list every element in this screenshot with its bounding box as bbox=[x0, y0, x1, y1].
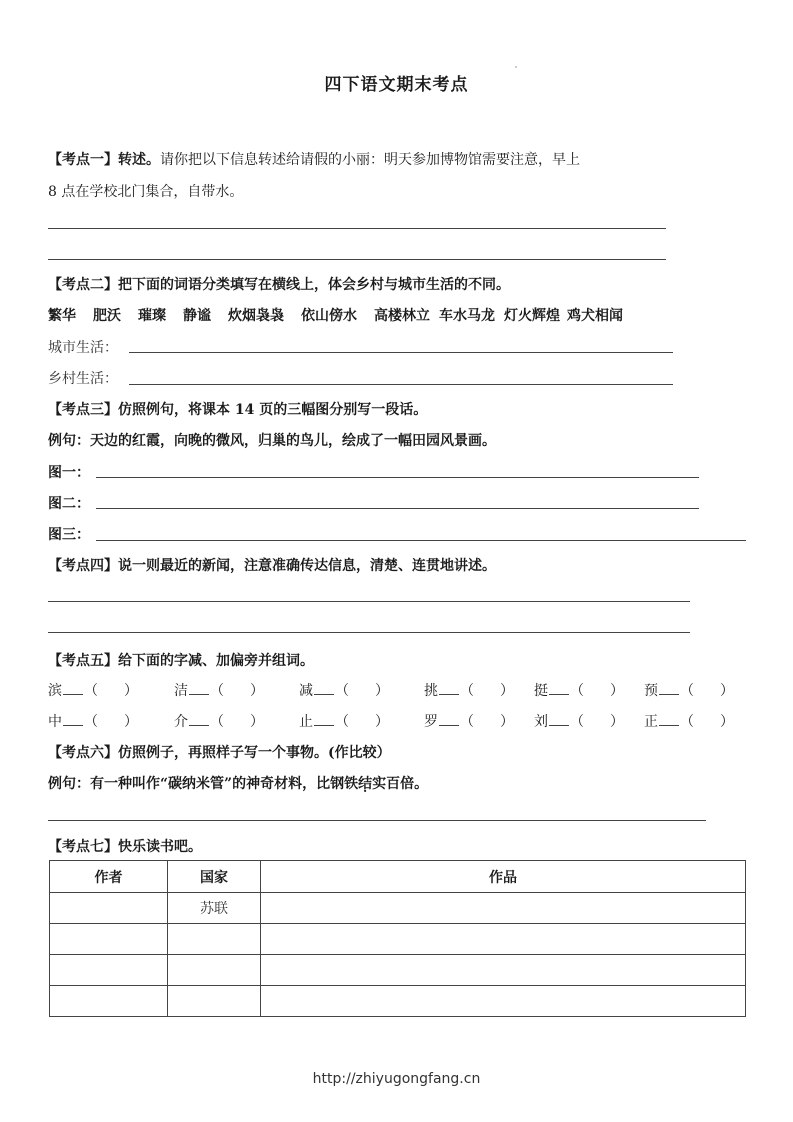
scan-speck bbox=[515, 66, 517, 68]
paren: （ bbox=[335, 683, 349, 699]
paren: ） bbox=[500, 714, 514, 730]
paren: （ bbox=[680, 683, 694, 699]
table-header-row bbox=[50, 861, 746, 893]
table-cell[interactable] bbox=[50, 986, 168, 1017]
word-item: 高楼林立 bbox=[374, 308, 430, 324]
q6-answer-line[interactable] bbox=[48, 820, 706, 821]
table-cell[interactable]: 苏联 bbox=[168, 893, 261, 924]
char-item[interactable] bbox=[299, 711, 389, 731]
char-label: 刘 bbox=[534, 714, 548, 730]
q6-heading: 【考点六】仿照例子，再照样子写一个事物。(作比较） bbox=[48, 745, 391, 761]
pic1-answer-line[interactable] bbox=[96, 477, 699, 478]
blank-line[interactable] bbox=[659, 713, 679, 726]
table-cell[interactable] bbox=[168, 955, 261, 986]
char-label: 挺 bbox=[534, 683, 548, 699]
city-life-label: 城市生活： bbox=[48, 340, 118, 356]
table-cell[interactable] bbox=[50, 924, 168, 955]
blank-line[interactable] bbox=[314, 682, 334, 695]
paren: ） bbox=[250, 714, 264, 730]
table-cell[interactable] bbox=[261, 955, 746, 986]
blank-line[interactable] bbox=[549, 713, 569, 726]
table-row bbox=[50, 955, 746, 986]
char-label: 介 bbox=[174, 714, 188, 730]
word-item: 鸡犬相闻 bbox=[567, 308, 623, 324]
q6-example-post: 。 bbox=[414, 776, 429, 792]
blank-line[interactable] bbox=[659, 682, 679, 695]
q6-example-emphasis: 比钢铁结实百倍 · bbox=[316, 773, 414, 793]
pic2-label: 图二： bbox=[48, 496, 90, 512]
char-item[interactable] bbox=[534, 680, 624, 700]
char-item[interactable] bbox=[299, 680, 389, 700]
word-item: 灯火辉煌 bbox=[504, 308, 560, 324]
blank-line[interactable] bbox=[439, 682, 459, 695]
col-header-country: 国家 bbox=[168, 861, 261, 893]
pic1-label: 图一： bbox=[48, 465, 90, 481]
q1-text2: 8 点在学校北门集合，自带水。 bbox=[48, 184, 244, 200]
paren: （ bbox=[84, 683, 98, 699]
char-item[interactable] bbox=[644, 680, 734, 700]
paren: ） bbox=[720, 683, 734, 699]
paren: ） bbox=[124, 683, 138, 699]
q5-heading: 【考点五】给下面的字减、加偏旁并组词。 bbox=[48, 653, 314, 669]
page-title: 四下语文期末考点 bbox=[324, 75, 469, 95]
q4-answer-line-1[interactable] bbox=[48, 601, 690, 602]
table-cell[interactable] bbox=[50, 893, 168, 924]
village-life-label: 乡村生活： bbox=[48, 371, 118, 387]
char-label: 滨 bbox=[48, 683, 62, 699]
q6-example bbox=[48, 773, 428, 793]
char-item[interactable] bbox=[424, 711, 514, 731]
char-label: 减 bbox=[299, 683, 313, 699]
char-item[interactable] bbox=[534, 711, 624, 731]
char-label: 预 bbox=[644, 683, 658, 699]
q4-heading: 【考点四】说一则最近的新闻，注意准确传达信息，清楚、连贯地讲述。 bbox=[48, 558, 496, 574]
word-item: 肥沃 bbox=[93, 308, 121, 324]
village-life-answer-line[interactable] bbox=[129, 384, 673, 385]
paren: ） bbox=[610, 714, 624, 730]
paren: ） bbox=[250, 683, 264, 699]
q1-heading: 【考点一】转述。 bbox=[48, 152, 160, 168]
paren: （ bbox=[335, 714, 349, 730]
char-label: 止 bbox=[299, 714, 313, 730]
paren: ） bbox=[375, 683, 389, 699]
paren: （ bbox=[210, 683, 224, 699]
q1-text1: 请你把以下信息转述给请假的小丽：明天参加博物馆需要注意，早上 bbox=[160, 152, 580, 168]
blank-line[interactable] bbox=[439, 713, 459, 726]
paren: ） bbox=[500, 683, 514, 699]
word-item: 车水马龙 bbox=[439, 308, 495, 324]
paren: ） bbox=[610, 683, 624, 699]
q1-answer-line-2[interactable] bbox=[48, 259, 666, 260]
col-header-work: 作品 bbox=[261, 861, 746, 893]
word-item: 炊烟袅袅 bbox=[228, 308, 284, 324]
char-item[interactable] bbox=[174, 680, 264, 700]
q2-word-bank bbox=[48, 305, 623, 325]
table-row bbox=[50, 986, 746, 1017]
blank-line[interactable] bbox=[314, 713, 334, 726]
table-cell[interactable] bbox=[261, 986, 746, 1017]
char-label: 挑 bbox=[424, 683, 438, 699]
blank-line[interactable] bbox=[189, 713, 209, 726]
paren: （ bbox=[460, 714, 474, 730]
word-item: 依山傍水 bbox=[301, 308, 357, 324]
paren: （ bbox=[570, 683, 584, 699]
reading-table bbox=[49, 860, 746, 1017]
word-item: 璀璨 bbox=[138, 308, 166, 324]
blank-line[interactable] bbox=[63, 713, 83, 726]
char-item[interactable] bbox=[424, 680, 514, 700]
q4-answer-line-2[interactable] bbox=[48, 632, 690, 633]
char-item[interactable] bbox=[174, 711, 264, 731]
table-row bbox=[50, 893, 746, 924]
paren: （ bbox=[210, 714, 224, 730]
footer-url[interactable]: http://zhiyugongfang.cn bbox=[312, 1071, 481, 1087]
char-label: 罗 bbox=[424, 714, 438, 730]
pic3-answer-line[interactable] bbox=[96, 540, 746, 541]
table-cell[interactable] bbox=[168, 924, 261, 955]
blank-line[interactable] bbox=[189, 682, 209, 695]
table-cell[interactable] bbox=[50, 955, 168, 986]
city-life-answer-line[interactable] bbox=[129, 352, 673, 353]
q6-example-pre: 例句：有一种叫作“碳纳米管”的神奇材料， bbox=[48, 776, 317, 792]
char-label: 正 bbox=[644, 714, 658, 730]
q1-line1 bbox=[48, 149, 580, 169]
paren: （ bbox=[680, 714, 694, 730]
pic3-label: 图三： bbox=[48, 527, 90, 543]
word-item: 繁华 bbox=[48, 308, 76, 324]
paren: ） bbox=[375, 714, 389, 730]
table-row bbox=[50, 924, 746, 955]
char-label: 中 bbox=[48, 714, 62, 730]
table-cell[interactable] bbox=[261, 893, 746, 924]
q1-answer-line-1[interactable] bbox=[48, 228, 666, 229]
q7-heading: 【考点七】快乐读书吧。 bbox=[48, 839, 202, 855]
char-item[interactable] bbox=[48, 680, 138, 700]
blank-line[interactable] bbox=[63, 682, 83, 695]
table-cell[interactable] bbox=[261, 924, 746, 955]
paren: ） bbox=[124, 714, 138, 730]
paren: （ bbox=[460, 683, 474, 699]
q2-heading: 【考点二】把下面的词语分类填写在横线上，体会乡村与城市生活的不同。 bbox=[48, 277, 510, 293]
table-cell[interactable] bbox=[168, 986, 261, 1017]
col-header-author: 作者 bbox=[50, 861, 168, 893]
q3-example: 例句：天边的红霞，向晚的微风，归巢的鸟儿，绘成了一幅田园风景画。 bbox=[48, 433, 496, 449]
paren: （ bbox=[570, 714, 584, 730]
char-item[interactable] bbox=[644, 711, 734, 731]
q3-heading: 【考点三】仿照例句，将课本 14 页的三幅图分别写一段话。 bbox=[48, 402, 428, 418]
pic2-answer-line[interactable] bbox=[96, 508, 699, 509]
paren: ） bbox=[720, 714, 734, 730]
char-item[interactable] bbox=[48, 711, 138, 731]
blank-line[interactable] bbox=[549, 682, 569, 695]
word-item: 静谧 bbox=[183, 308, 211, 324]
paren: （ bbox=[84, 714, 98, 730]
char-label: 洁 bbox=[174, 683, 188, 699]
